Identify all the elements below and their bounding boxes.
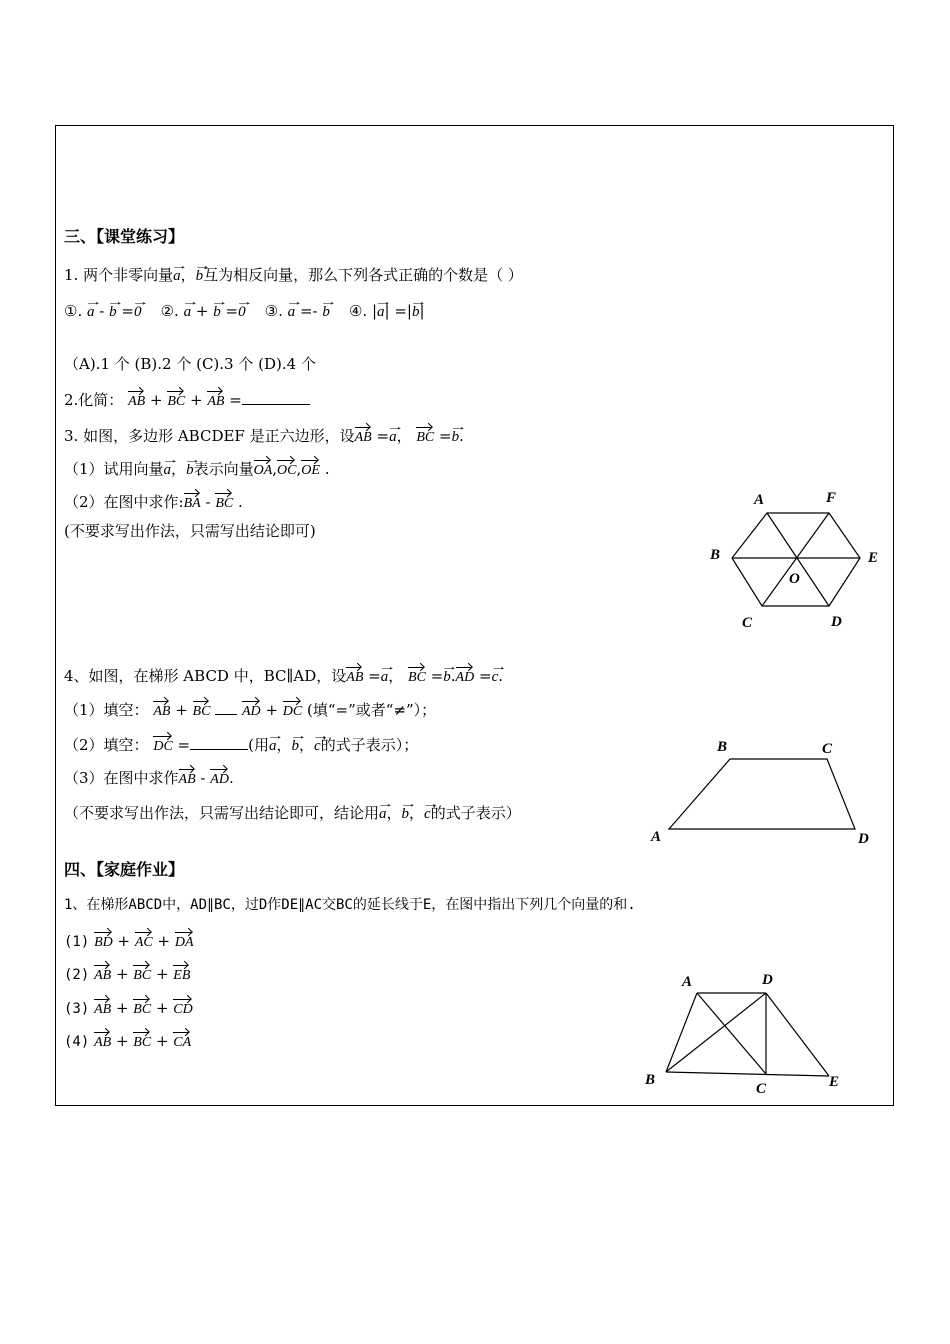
q1-options: ①. → a - → b =→ 0 ②. → a + → b =→ 0 ③. → a =- → b ④. |→ a| =|→ b|: [64, 298, 425, 322]
hex-label-b: B: [710, 547, 721, 563]
section3-title: 三、【课堂练习】: [64, 227, 185, 246]
hw-label-c: C: [756, 1081, 767, 1097]
trap-label-a: A: [651, 829, 662, 845]
trap-label-d: D: [858, 831, 869, 847]
hw-label-a: A: [682, 974, 693, 990]
q3-stem: 3. 如图，多边形 ABCDEF 是正六边形，设AB =→ a， BC =→ b.: [64, 423, 464, 448]
section4-title: 四、【家庭作业】: [64, 860, 185, 879]
q1-choices: （A).1 个 (B).2 个 (C).3 个 (D).4 个: [64, 355, 316, 373]
hw-label-b: B: [645, 1072, 656, 1088]
trap-label-b: B: [717, 739, 728, 755]
hw-item-2: (2) AB + BC + EB: [64, 962, 190, 986]
q4-sub1-blank[interactable]: [215, 700, 237, 715]
q4-sub2: （2）填空： DC = (用→ a，→ b，→ c的式子表示）；: [64, 732, 418, 757]
hexagon-figure: [700, 480, 890, 630]
q4-sub1: （1）填空： AB + BC AD + DC (填“=”或者“≠”）；: [64, 698, 436, 722]
trapezoid-figure: [645, 735, 885, 847]
hex-label-a: A: [754, 492, 765, 508]
hex-label-o: O: [789, 571, 800, 587]
hex-label-d: D: [831, 614, 842, 630]
q1-stem: 1. 两个非零向量→ a，→ b互为相反向量，那么下列各式正确的个数是（ ）: [64, 262, 523, 286]
hex-label-c: C: [742, 615, 753, 630]
q4-sub2-blank[interactable]: [190, 735, 248, 750]
trap-label-c: C: [822, 741, 833, 757]
hex-label-e: E: [868, 550, 879, 566]
q2-blank[interactable]: [242, 390, 310, 405]
q4-note: （不要求写出作法，只需写出结论即可，结论用→ a，→ b，→ c的式子表示）: [64, 800, 521, 824]
q4-sub3: （3）在图中求作AB - AD.: [64, 766, 234, 790]
hw-q1: 1、在梯形ABCD中，AD∥BC，过D作DE∥AC交BC的延长线于E，在图中指出下列几个向量的和.: [64, 897, 636, 913]
homework-figure: [635, 962, 860, 1107]
hw-item-1: (1) BD + AC + DA: [64, 929, 194, 953]
hw-label-e: E: [829, 1074, 840, 1090]
q4-stem: 4、如图，在梯形 ABCD 中，BC∥AD，设AB =→ a， BC =→ b.AD =→ c.: [64, 663, 503, 688]
hw-item-3: (3) AB + BC + CD: [64, 996, 193, 1020]
hw-label-d: D: [762, 972, 773, 988]
q3-sub2: （2）在图中求作:BA - BC .: [64, 490, 243, 514]
q2: 2.化简： AB + BC + AB =: [64, 388, 310, 412]
q3-sub1: （1）试用向量→ a，→ b表示向量OA,OC,OE .: [64, 456, 329, 481]
q3-note: (不要求写出作法，只需写出结论即可): [64, 522, 316, 540]
hw-item-4: (4) AB + BC + CA: [64, 1029, 191, 1053]
hex-label-f: F: [826, 490, 837, 506]
